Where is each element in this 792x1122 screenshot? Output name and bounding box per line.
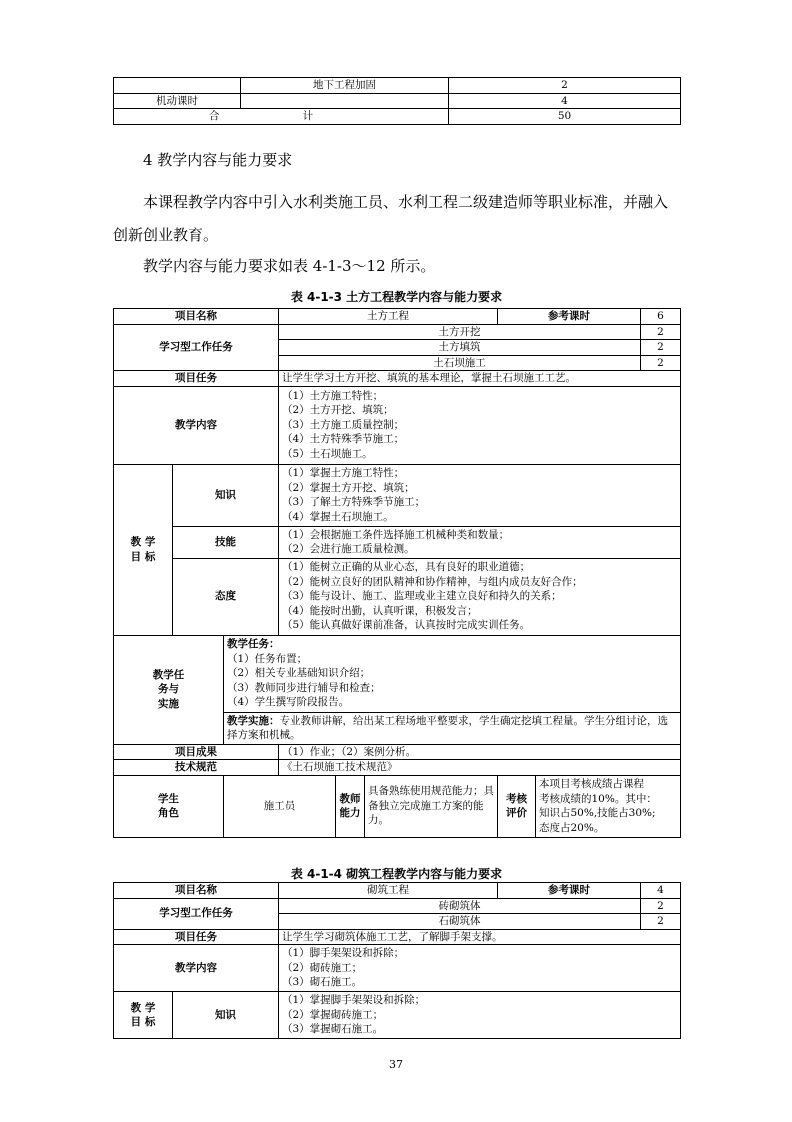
project-task-label: 项目任务 — [114, 371, 279, 387]
list-item: （1）土方施工特性； — [282, 389, 384, 402]
goal-label: 教 学 目 标 — [114, 464, 173, 635]
teaching-impl-text: 择方案和机械。 — [227, 729, 301, 741]
content-list — [279, 945, 681, 992]
list-item: （2）掌握砌砖施工； — [282, 1008, 384, 1021]
list-item: （3）教师同步进行辅导和检查； — [227, 681, 381, 694]
skill-label: 技能 — [173, 526, 279, 558]
task-name: 砖砌筑体 — [279, 898, 641, 914]
list-item: （1）会根据施工条件选择施工机械种类和数量； — [282, 528, 510, 541]
content-label: 教学内容 — [114, 386, 279, 464]
tasks-label: 学习型工作任务 — [114, 324, 279, 371]
knowledge-list — [279, 992, 681, 1039]
knowledge-list — [279, 464, 681, 526]
ref-hours: 4 — [641, 883, 681, 899]
list-item: （5）土石坝施工。 — [282, 447, 373, 460]
task-name: 石砌筑体 — [279, 914, 641, 930]
project-task-label: 项目任务 — [114, 929, 279, 945]
impl-label: 教学任 务与 实施 — [114, 635, 224, 744]
list-item: （5）能认真做好课前准备，认真按时完成实训任务。 — [282, 619, 531, 632]
teaching-tasks — [224, 635, 681, 712]
list-item: （2）相关专业基础知识介绍； — [227, 667, 371, 680]
section-paragraph-ref: 教学内容与能力要求如表 4-1-3～12 所示。 — [143, 257, 436, 275]
ref-hours-label: 参考课时 — [498, 883, 641, 899]
section-paragraph: 本课程教学内容中引入水利类施工员、水利工程二级建造师等职业标准，并融入创新创业教育。 — [113, 193, 669, 244]
goal-label: 教 学 目 标 — [114, 992, 173, 1039]
teaching-implementation — [224, 712, 681, 744]
summary-label-cell: 机动课时 — [114, 93, 241, 109]
attitude-list — [279, 558, 681, 635]
section-heading: 4 教学内容与能力要求 — [143, 151, 293, 169]
project-name: 砌筑工程 — [279, 883, 498, 899]
project-task: 让学生学习土方开挖、填筑的基本理论，掌握土石坝施工工艺。 — [279, 371, 681, 387]
knowledge-label: 知识 — [173, 992, 279, 1039]
table-caption: 表 4-1-3 土方工程教学内容与能力要求 — [290, 290, 503, 304]
summary-total-label: 合 计 — [114, 109, 449, 125]
list-item: （2）砌砖施工； — [282, 961, 363, 974]
list-item: （1）能树立正确的从业心态，具有良好的职业道德； — [282, 561, 531, 574]
student-role: 施工员 — [224, 775, 336, 837]
ref-hours-label: 参考课时 — [498, 309, 641, 325]
task-name: 土石坝施工 — [279, 355, 641, 371]
list-item: （3）砌石施工。 — [282, 976, 363, 989]
list-item: （1）掌握脚手架架设和拆除； — [282, 994, 426, 1007]
masonry-table — [113, 882, 681, 1039]
list-item: （1）掌握土方施工特性； — [282, 467, 405, 479]
list-item: （4）掌握土石坝施工。 — [282, 510, 394, 523]
task-hours: 2 — [641, 340, 681, 356]
summary-item-cell: 地下工程加固 — [241, 78, 449, 94]
tech-standard: 《土石坝施工技术规范》 — [279, 760, 681, 776]
teacher-ability-label: 教师 能力 — [336, 776, 365, 837]
list-item: （4）土方特殊季节施工； — [282, 433, 405, 446]
summary-hours-cell: 4 — [449, 93, 681, 109]
task-hours: 2 — [641, 914, 681, 930]
list-item: （3）能与设计、施工、监理或业主建立良好和持久的关系； — [282, 590, 562, 603]
summary-label-cell — [114, 78, 241, 94]
student-role-label: 学生 角色 — [114, 775, 224, 837]
list-item: （2）土方开挖、填筑； — [282, 404, 394, 417]
top-summary-table — [113, 77, 681, 125]
knowledge-label: 知识 — [173, 464, 279, 526]
teacher-ability: 具备熟练使用规范能力；具 备独立完成施工方案的能 力。 — [368, 785, 494, 827]
list-item: （3）掌握砌石施工。 — [282, 1023, 384, 1036]
list-item: （2）能树立良好的团队精神和协作精神，与组内成员友好合作； — [282, 575, 583, 588]
teacher-ability-block — [336, 775, 498, 837]
project-name-label: 项目名称 — [114, 309, 279, 325]
page-number: 37 — [389, 1058, 403, 1071]
earthwork-table — [113, 308, 681, 838]
skill-list — [279, 526, 681, 558]
list-item: （2）会进行施工质量检测。 — [282, 543, 415, 555]
content-list — [279, 386, 681, 464]
list-item: （3）土方施工质量控制； — [282, 418, 405, 431]
attitude-label: 态度 — [173, 558, 279, 635]
ref-hours: 6 — [641, 309, 681, 325]
summary-total-hours: 50 — [449, 109, 681, 125]
list-item: （4）能按时出勤，认真听课，积极发言； — [282, 604, 478, 617]
teaching-impl-text: 专业教师讲解，给出某工程场地平整要求，学生确定挖填工程量。学生分组讨论，选 — [279, 714, 668, 727]
teaching-tasks-title: 教学任务： — [227, 638, 280, 651]
tasks-label: 学习型工作任务 — [114, 898, 279, 929]
list-item: （2）掌握土方开挖、填筑； — [282, 481, 415, 494]
result-label: 项目成果 — [114, 744, 279, 760]
table-caption: 表 4-1-4 砌筑工程教学内容与能力要求 — [290, 867, 503, 881]
content-label: 教学内容 — [114, 945, 279, 992]
assessment: 本项目考核成绩占课程 考核成绩的10%。其中： 知识占50%,技能占30%; 态度占20%。 — [536, 775, 681, 837]
list-item: （4）学生撰写阶段报告。 — [227, 696, 350, 709]
project-task: 让学生学习砌筑体施工工艺，了解脚手架支撑。 — [279, 929, 681, 945]
teaching-impl-title: 教学实施： — [227, 714, 280, 727]
task-hours: 2 — [641, 324, 681, 340]
summary-hours-cell: 2 — [449, 78, 681, 94]
summary-item-cell — [241, 93, 449, 109]
assessment-label: 考核 评价 — [498, 775, 536, 837]
list-item: （1）脚手架架设和拆除； — [282, 947, 405, 960]
task-name: 土方开挖 — [279, 324, 641, 340]
standard-label: 技术规范 — [114, 760, 279, 776]
list-item: （3）了解土方特殊季节施工； — [282, 496, 426, 508]
task-hours: 2 — [641, 898, 681, 914]
project-result: （1）作业；（2）案例分析。 — [279, 744, 681, 760]
project-name: 土方工程 — [279, 309, 498, 325]
task-hours: 2 — [641, 355, 681, 371]
task-name: 土方填筑 — [279, 340, 641, 356]
list-item: （1）任务布置； — [227, 652, 308, 665]
project-name-label: 项目名称 — [114, 883, 279, 899]
